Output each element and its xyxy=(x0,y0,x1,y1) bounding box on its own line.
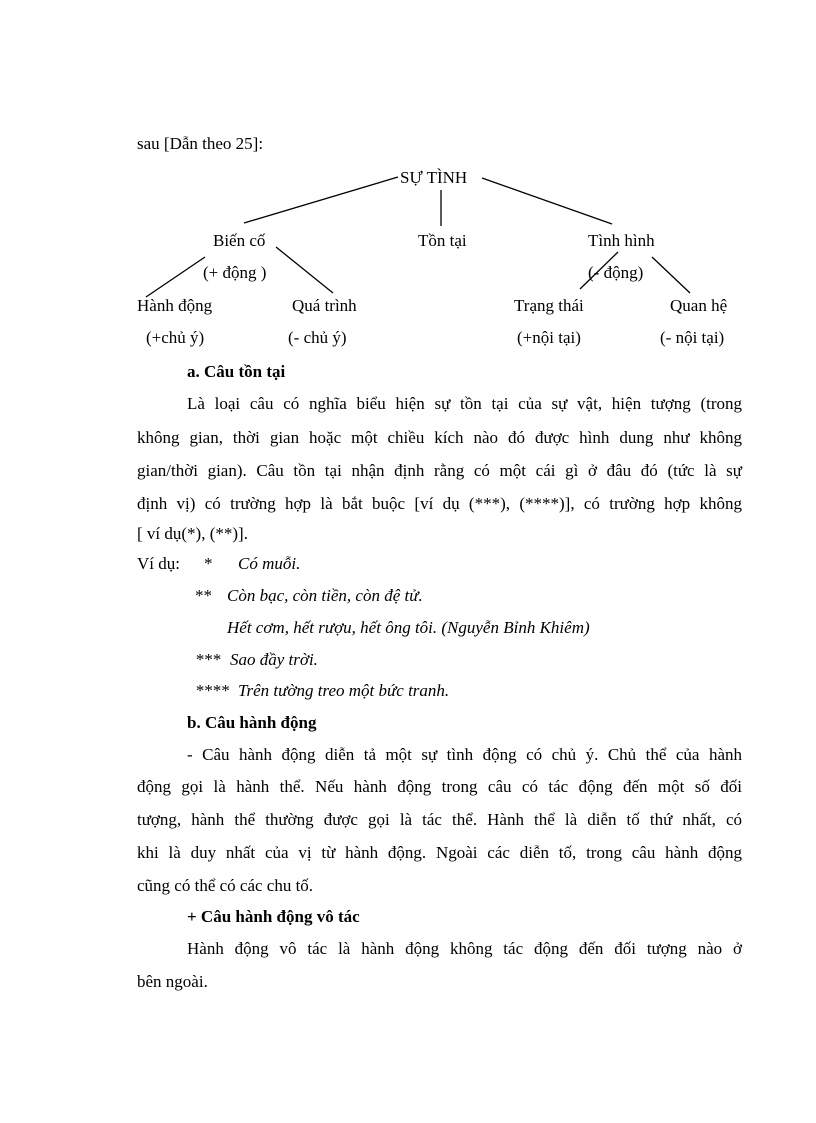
example-text: Có muỗi. xyxy=(238,554,301,573)
paragraph-line: - Câu hành động diễn tả một sự tình động có chủ ý. Chủ thể của hành xyxy=(187,745,742,764)
paragraph-line: khi là duy nhất của vị từ hành động. Ngoài các diễn tố, trong câu hành động xyxy=(137,843,742,862)
paragraph-line: tượng, hành thể thường được gọi là tác thể. Hành thể là diễn tố thứ nhất, có xyxy=(137,810,742,829)
subsection-heading-vo-tac: + Câu hành động vô tác xyxy=(187,907,360,926)
section-heading-hanh-dong: b. Câu hành động xyxy=(187,713,317,732)
paragraph-line: gian/thời gian). Câu tồn tại nhận định rằng có một cái gì ở đâu đó (tức là sự xyxy=(137,461,742,480)
tree-feature-dong-plus: (+ động ) xyxy=(203,263,267,282)
edge-root-bienco xyxy=(244,177,398,223)
tree-node-qua-trinh: Quá trình xyxy=(292,296,357,315)
tree-root: SỰ TÌNH xyxy=(400,168,468,187)
example-marker: *** xyxy=(195,650,221,669)
edge-bienco-quatrinh xyxy=(276,247,333,293)
example-text: Hết cơm, hết rượu, hết ông tôi. (Nguyễn Bỉnh Khiêm) xyxy=(227,618,590,637)
tree-feature-noi-tai-plus: (+nội tại) xyxy=(517,328,581,347)
tree-node-tinh-hinh: Tình hình xyxy=(588,231,655,250)
example-text: Trên tường treo một bức tranh. xyxy=(238,681,450,700)
example-marker: ** xyxy=(195,586,212,605)
example-marker: **** xyxy=(195,681,229,700)
paragraph-line: bên ngoài. xyxy=(137,972,208,991)
example-marker: * xyxy=(204,554,213,573)
tree-node-bien-co: Biến cố xyxy=(213,231,266,250)
tree-feature-dong-minus: (- động) xyxy=(588,263,644,282)
example-label: Ví dụ: xyxy=(137,554,180,573)
paragraph-line: định vị) có trường hợp là bắt buộc [ví dụ (***), (****)], có trường hợp không xyxy=(137,494,742,513)
paragraph-line: cũng có thể có các chu tố. xyxy=(137,876,314,895)
edge-tinhhinh-quanhe xyxy=(652,257,690,293)
tree-node-ton-tai: Tồn tại xyxy=(418,231,467,250)
paragraph-line: Là loại câu có nghĩa biểu hiện sự tồn tại của sự vật, hiện tượng (trong xyxy=(187,394,742,413)
section-heading-ton-tai: a. Câu tồn tại xyxy=(187,362,286,381)
tree-feature-chu-y-plus: (+chủ ý) xyxy=(146,328,205,347)
tree-feature-noi-tai-minus: (- nội tại) xyxy=(660,328,725,347)
paragraph-line: động gọi là hành thể. Nếu hành động trong câu có tác động đến một số đối xyxy=(137,777,742,796)
example-text: Còn bạc, còn tiền, còn đệ tử. xyxy=(227,586,423,605)
edge-root-tinhhinh xyxy=(482,178,612,224)
edge-bienco-hanhdong xyxy=(146,257,205,297)
paragraph-line: [ ví dụ(*), (**)]. xyxy=(137,524,248,543)
paragraph-line: Hành động vô tác là hành động không tác động đến đối tượng nào ở xyxy=(187,939,742,958)
tree-node-hanh-dong: Hành động xyxy=(137,296,213,315)
tree-node-quan-he: Quan hệ xyxy=(670,296,728,315)
example-text: Sao đầy trời. xyxy=(230,650,318,669)
intro-text: sau [Dẫn theo 25]: xyxy=(137,134,264,153)
tree-node-trang-thai: Trạng thái xyxy=(514,296,584,315)
tree-feature-chu-y-minus: (- chủ ý) xyxy=(288,328,347,347)
paragraph-line: không gian, thời gian hoặc một chiều kích nào đó được hình dung như không xyxy=(137,428,742,447)
